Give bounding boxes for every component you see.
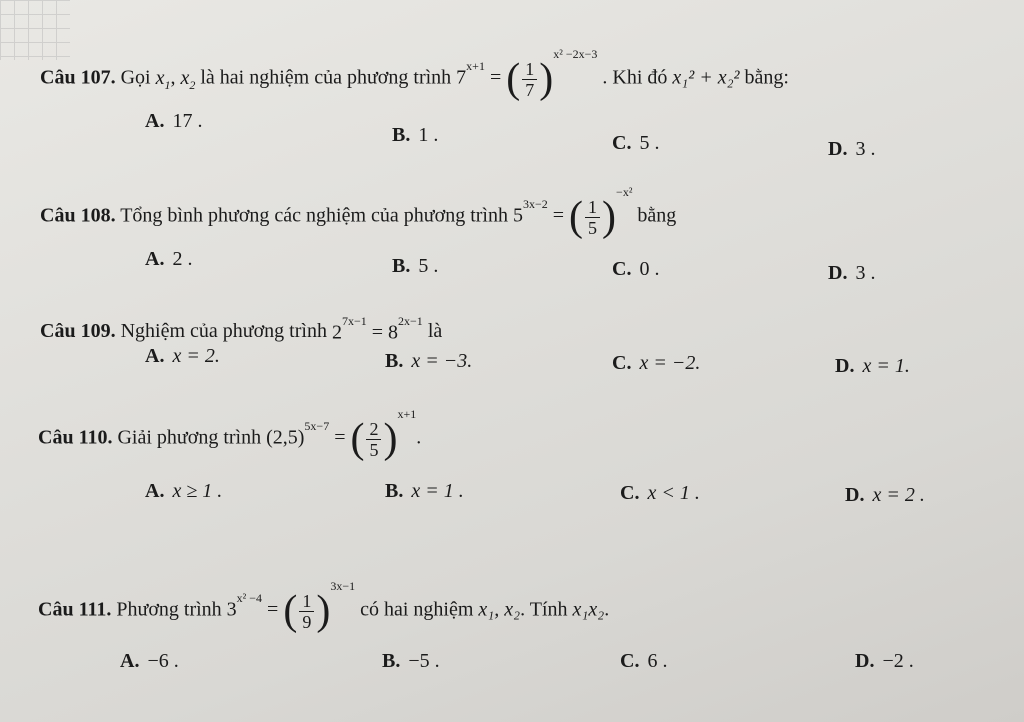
question-111 — [38, 578, 610, 634]
option-d[interactable]: D. x = 2 . — [845, 484, 925, 506]
equation: $2^{7x-1} = 8^{2x-1}$ — [331, 314, 423, 344]
question-text: Phương trình — [116, 598, 222, 621]
option-a[interactable]: A. 2 . — [145, 248, 193, 270]
question-number: Câu 111. — [38, 598, 112, 621]
question-text: có hai nghiệm — [360, 598, 474, 621]
option-b[interactable]: B. −5 . — [382, 650, 440, 672]
option-c[interactable]: C. 5 . — [612, 132, 660, 154]
question-text: bằng — [637, 204, 677, 227]
question-number: Câu 108. — [40, 204, 116, 227]
option-a[interactable]: A. x ≥ 1 . — [145, 480, 223, 502]
question-110 — [38, 406, 422, 462]
var-x1: $x_1$ — [155, 66, 171, 92]
equation: $5^{3x-2}$ = ( $\frac{1}{5}$ )$^{-x^2}$ — [512, 184, 633, 240]
question-107 — [40, 46, 789, 102]
option-a[interactable]: A. x = 2. — [145, 345, 220, 367]
option-b[interactable]: B. x = 1 . — [385, 480, 464, 502]
option-c[interactable]: C. 6 . — [620, 650, 668, 672]
option-c[interactable]: C. 0 . — [612, 258, 660, 280]
option-d[interactable]: D. −2 . — [855, 650, 914, 672]
question-109 — [40, 314, 443, 345]
question-text: . Khi đó — [602, 66, 668, 89]
question-108 — [40, 184, 677, 240]
option-d[interactable]: D. x = 1. — [835, 355, 910, 377]
option-c[interactable]: C. x = −2. — [612, 352, 701, 374]
question-text: . Tính — [520, 598, 568, 621]
option-d[interactable]: D. 3 . — [828, 138, 876, 160]
option-b[interactable]: B. 5 . — [392, 255, 439, 277]
option-c[interactable]: C. x < 1 . — [620, 482, 700, 504]
option-a[interactable]: A. 17 . — [145, 110, 203, 132]
period: . — [604, 598, 610, 621]
question-text: bằng: — [744, 66, 789, 89]
equation: $7^{x+1}$ = ( $\frac{1}{7}$ )$^{x^2 -2x-3}$ — [456, 46, 598, 102]
roots-expression: x₁, x₂ — [478, 598, 521, 621]
question-text: Giải phương trình — [117, 426, 262, 449]
graph-paper-corner — [0, 0, 70, 60]
question-number: Câu 107. — [40, 66, 116, 89]
var-x2: $x_2$ — [180, 66, 196, 92]
sum-expression: x₁² + x₂² — [672, 66, 740, 89]
option-a[interactable]: A. −6 . — [120, 650, 179, 672]
question-text: Nghiệm của phương trình — [120, 320, 327, 342]
product-expression: x₁x₂ — [572, 598, 605, 621]
equation: $3^{x^2 -4}$ = ( $\frac{1}{9}$ )$^{3x-1}$ — [226, 578, 356, 634]
option-d[interactable]: D. 3 . — [828, 262, 876, 284]
question-text: là — [427, 320, 443, 342]
question-number: Câu 110. — [38, 426, 113, 449]
question-text: là hai nghiệm của phương trình — [200, 66, 452, 89]
question-text: Tổng bình phương các nghiệm của phương trình — [120, 204, 508, 227]
comma: , — [170, 66, 176, 89]
option-b[interactable]: B. 1 . — [392, 124, 439, 146]
question-number: Câu 109. — [40, 320, 116, 342]
option-b[interactable]: B. x = −3. — [385, 350, 473, 372]
equation: $(2,5)^{5x-7}$ = ( $\frac{2}{5}$ )$^{x+1}$. — [266, 406, 422, 462]
question-text: Gọi — [120, 66, 151, 89]
